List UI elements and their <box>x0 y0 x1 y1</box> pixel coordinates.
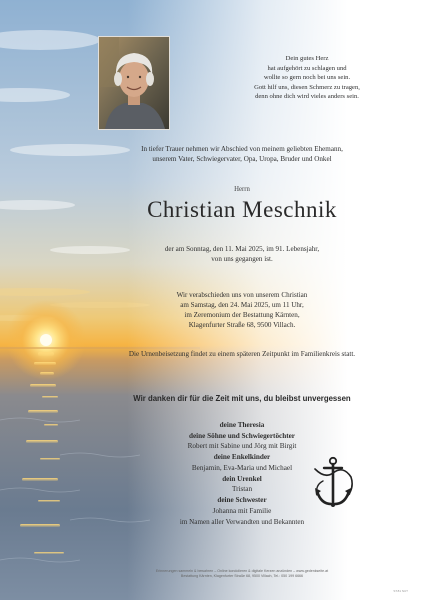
footer-line: Erinnerungen sammeln & bewahren – Online kondolieren & digitale Kerzen anzünden – www.gedenkseite.at <box>155 569 329 573</box>
footer <box>60 569 424 579</box>
mourning-intro <box>60 145 424 165</box>
funeral-info-line: am Samstag, den 24. Mai 2025, um 11 Uhr, <box>180 300 304 309</box>
anchor-icon <box>311 455 355 511</box>
survivor-line: Johanna mit Familie <box>212 506 272 515</box>
survivors-list <box>60 420 424 516</box>
thanks-line: Wir danken dir für die Zeit mit uns, du bleibst unvergessen <box>133 394 351 403</box>
verse-line: denn ohne dich wird vieles anders sein. <box>255 93 359 101</box>
deceased-name: Christian Meschnik <box>147 197 337 222</box>
closing-line <box>60 518 424 528</box>
survivor-line: Robert mit Sabine und Jörg mit Birgit <box>187 442 297 451</box>
verse-line: Dein gutes Herz <box>285 55 329 62</box>
closing-text: im Namen aller Verwandten und Bekannten <box>179 518 305 526</box>
survivor-line: deine Söhne und Schwiegertöchter <box>188 431 295 440</box>
intro-line: unserem Vater, Schwiegervater, Opa, Uropa, Bruder und Onkel <box>152 154 332 163</box>
survivor-line: deine Schwester <box>217 495 267 504</box>
survivor-line: deine Enkelkinder <box>213 453 271 462</box>
verse-text <box>232 54 382 102</box>
survivor-line: dein Urenkel <box>222 474 262 483</box>
portrait-photo <box>98 36 170 130</box>
survivor-line: Tristan <box>231 485 253 494</box>
funeral-info-line: im Zeremonium der Bestattung Kärnten, <box>184 310 300 319</box>
intro-line: In tiefer Trauer nehmen wir Abschied von meinem geliebten Ehemann, <box>141 145 343 153</box>
survivor-line: Benjamin, Eva-Maria und Michael <box>191 463 293 472</box>
death-info-line: der am Sonntag, den 11. Mai 2025, im 91. Lebensjahr, <box>164 245 320 253</box>
funeral-info-line: Wir verabschieden uns von unserem Christian <box>176 291 308 299</box>
form-code: ST.81 NUT <box>393 589 408 593</box>
death-info <box>60 245 424 265</box>
verse-line: Gott hilf uns, diesen Schmerz zu tragen, <box>254 83 360 91</box>
footer-line: Bestattung Kärnten, Klagenfurter Straße 68, 9500 Villach, Tel.: 050 199 6666 <box>180 574 304 579</box>
urn-info-text: Die Urnenbeisetzung findet zu einem späteren Zeitpunkt im Familienkreis statt. <box>128 350 356 358</box>
verse-line: hat aufgehört zu schlagen und <box>267 64 347 72</box>
death-info-line: von uns gegangen ist. <box>211 254 273 263</box>
funeral-info-line: Klagenfurter Straße 68, 9500 Villach. <box>188 320 296 329</box>
portrait-image <box>99 37 169 129</box>
verse-line: wollte so gern noch bei uns sein. <box>263 74 351 82</box>
funeral-info <box>60 291 424 331</box>
salutation: Herrn <box>234 186 250 193</box>
urn-info <box>60 350 424 360</box>
survivor-line: deine Theresia <box>219 421 265 429</box>
